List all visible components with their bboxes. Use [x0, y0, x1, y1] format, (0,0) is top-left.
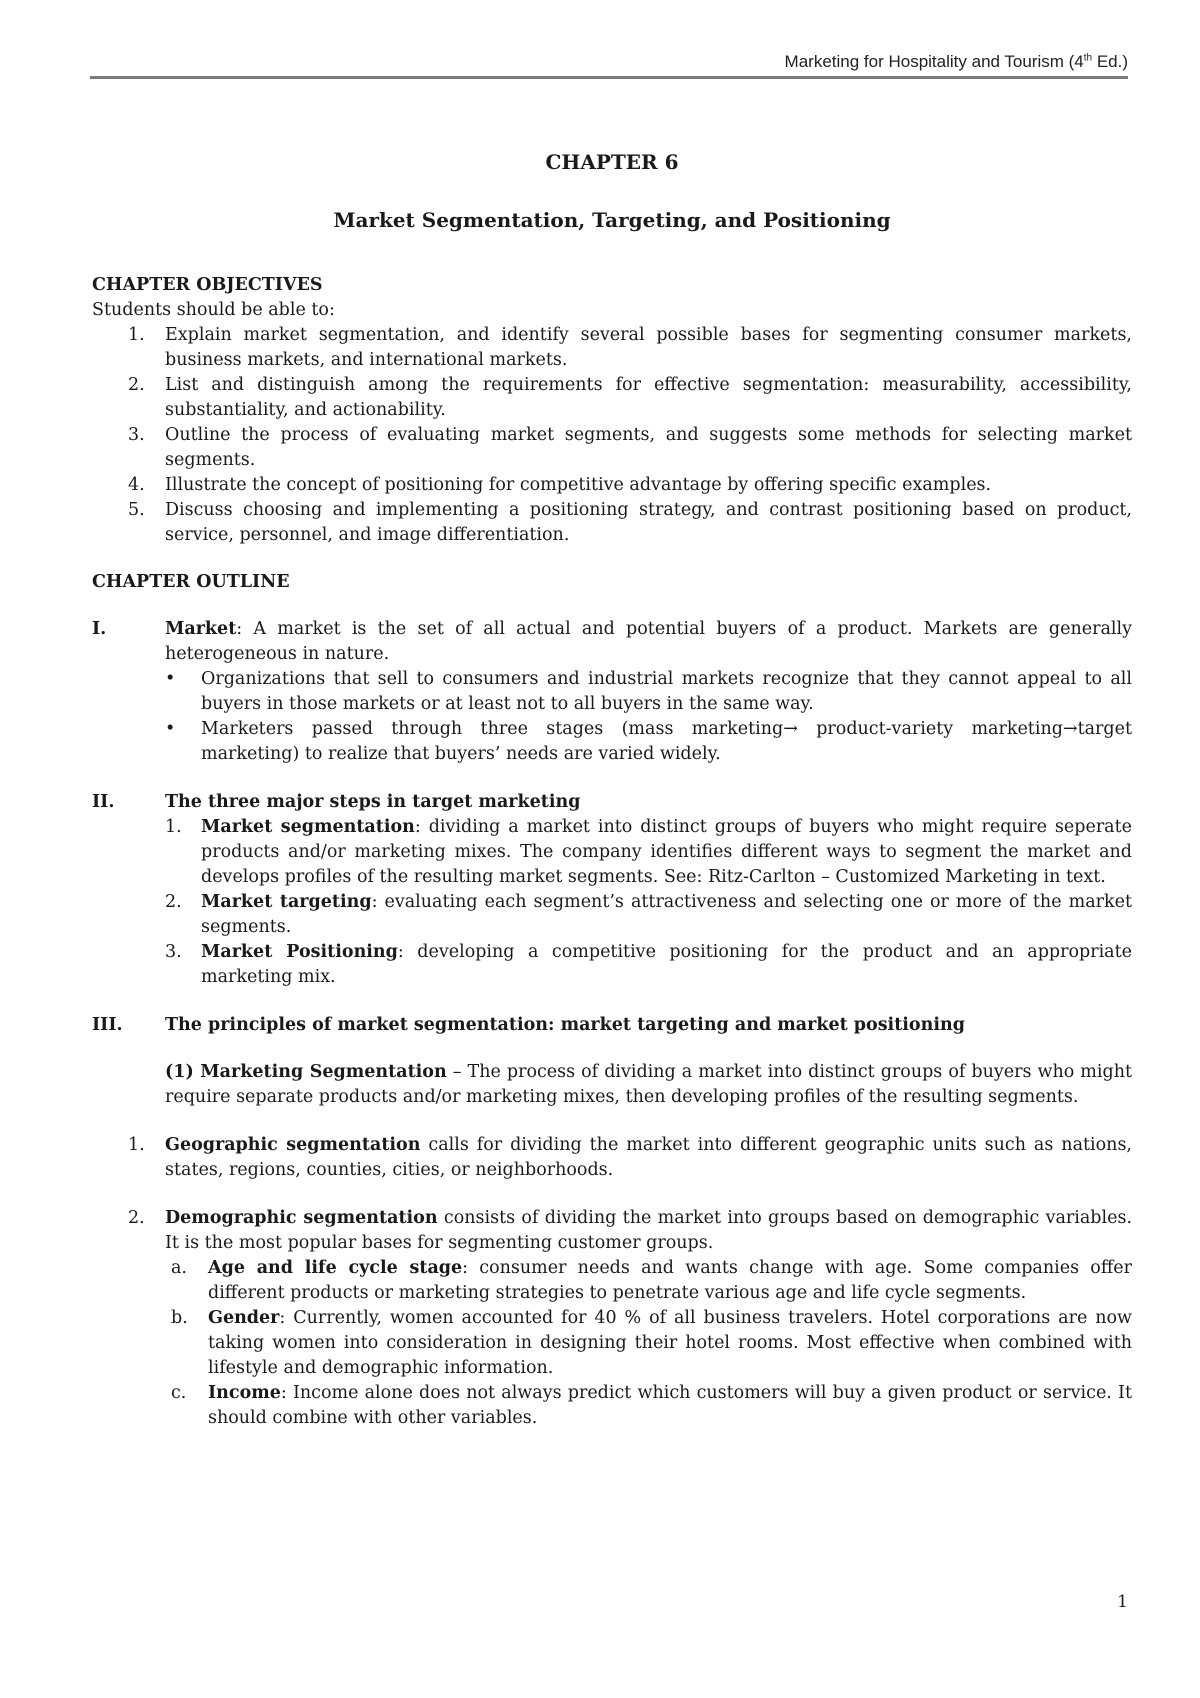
header-rule	[90, 76, 1128, 79]
step-number: 3.	[165, 942, 182, 962]
bullet-icon: •	[165, 669, 176, 689]
step-term: Market targeting	[201, 892, 372, 912]
subitem-letter: a.	[171, 1258, 187, 1278]
chapter-title: CHAPTER 6	[545, 150, 679, 174]
subitem-text: : Currently, women accounted for 40 % of all business travelers. Hotel corporations are now taking women into consideration in designing their hotel rooms. Most effective when combined with lifestyle and demographic information.	[208, 1308, 1132, 1378]
objective-number: 1.	[128, 325, 145, 345]
section-numeral: II.	[92, 792, 115, 812]
segmentation-number: 1.	[128, 1135, 145, 1155]
objective-item	[92, 498, 1132, 548]
objective-text: Illustrate the concept of positioning for competitive advantage by offering specific examples.	[165, 475, 992, 495]
objective-text: List and distinguish among the requirements for effective segmentation: measurability, accessibility, substantiality, and actionability.	[165, 375, 1132, 420]
objective-number: 5.	[128, 500, 145, 520]
header-superscript: th	[1083, 52, 1093, 64]
section-1-text	[165, 617, 1132, 667]
segmentation-description: calls for dividing the market into different geographic units such as nations, states, regions, counties, cities, or neighborhoods.	[165, 1135, 1132, 1180]
subitem-term: Age and life cycle stage	[208, 1258, 463, 1278]
step-text: : evaluating each segment’s attractiveness and selecting one or more of the market segments.	[201, 892, 1132, 937]
section-3-heading: The principles of market segmentation: market targeting and market positioning	[165, 1015, 965, 1035]
segmentation-definition	[165, 1060, 1132, 1110]
segmentation-list	[92, 1133, 1132, 1431]
objectives-heading: CHAPTER OBJECTIVES	[92, 275, 323, 295]
step-text: : dividing a market into distinct groups of buyers who might require seperate products and/or marketing mixes. The company identifies different ways to segment the market and develops profiles of the resulting market segments. See: Ritz-Carlton – Customized Marketing in text.	[201, 817, 1133, 887]
objective-item	[92, 373, 1132, 423]
bullet-item	[165, 717, 1132, 767]
objective-number: 4.	[128, 475, 145, 495]
objective-text: Discuss choosing and implementing a positioning strategy, and contrast positioning based on product, service, personnel, and image differentiation.	[165, 500, 1132, 545]
objective-number: 2.	[128, 375, 145, 395]
step-item	[165, 940, 1132, 990]
chapter-subtitle: Market Segmentation, Targeting, and Positioning	[333, 208, 891, 232]
objective-item	[92, 473, 1132, 498]
objective-item	[92, 323, 1132, 373]
section-numeral: I.	[92, 619, 107, 639]
page-content	[92, 150, 1132, 1431]
target-steps-list	[165, 815, 1132, 990]
outline-section-2	[92, 790, 1132, 990]
header-text-main: Marketing for Hospitality and Tourism (4	[784, 52, 1084, 71]
segmentation-text: – The process of dividing a market into distinct groups of buyers who might require separate products and/or marketing mixes, then developing profiles of the resulting segments.	[165, 1062, 1132, 1107]
step-item	[165, 815, 1132, 890]
objectives-intro: Students should be able to:	[92, 300, 335, 320]
bullet-icon: •	[165, 719, 176, 739]
objectives-list	[92, 323, 1132, 548]
step-item	[165, 890, 1132, 940]
market-term: Market	[165, 619, 237, 639]
step-text: : developing a competitive positioning for the product and an appropriate marketing mix.	[201, 942, 1133, 987]
subitem-text: : consumer needs and wants change with age. Some companies offer different products or marketing strategies to penetrate various age and life cycle segments.	[208, 1258, 1132, 1303]
subitem-letter: c.	[171, 1383, 187, 1403]
market-definition: : A market is the set of all actual and potential buyers of a product. Markets are generally heterogeneous in nature.	[165, 619, 1132, 664]
subitem-term: Income	[208, 1383, 281, 1403]
demographic-subitem	[165, 1306, 1132, 1381]
segmentation-term: (1) Marketing Segmentation	[165, 1062, 447, 1082]
outline-section-3	[92, 1013, 1132, 1110]
demographic-subitems	[165, 1256, 1132, 1431]
header-text-end: Ed.)	[1092, 52, 1128, 71]
outline-heading: CHAPTER OUTLINE	[92, 572, 290, 592]
objective-number: 3.	[128, 425, 145, 445]
subitem-term: Gender	[208, 1308, 280, 1328]
section-numeral: III.	[92, 1015, 123, 1035]
demographic-subitem	[165, 1256, 1132, 1306]
objective-text: Explain market segmentation, and identify several possible bases for segmenting consumer markets, business markets, and international markets.	[165, 325, 1132, 370]
subitem-letter: b.	[171, 1308, 188, 1328]
segmentation-item-demographic	[92, 1206, 1132, 1431]
segmentation-type: Geographic segmentation	[165, 1135, 421, 1155]
section-1-bullets	[165, 667, 1132, 767]
step-term: Market Positioning	[201, 942, 398, 962]
step-number: 1.	[165, 817, 182, 837]
segmentation-number: 2.	[128, 1208, 145, 1228]
section-2-heading: The three major steps in target marketing	[165, 792, 581, 812]
bullet-item	[165, 667, 1132, 717]
bullet-text: Organizations that sell to consumers and industrial markets recognize that they cannot appeal to all buyers in those markets or at least not to all buyers in the same way.	[201, 669, 1132, 714]
segmentation-type: Demographic segmentation	[165, 1208, 438, 1228]
objective-item	[92, 423, 1132, 473]
step-number: 2.	[165, 892, 182, 912]
step-term: Market segmentation	[201, 817, 415, 837]
page-number: 1	[1117, 1592, 1128, 1612]
running-header	[785, 52, 1128, 72]
bullet-text: Marketers passed through three stages (mass marketing→ product-variety marketing→target marketing) to realize that buyers’ needs are varied widely.	[201, 719, 1132, 764]
subitem-text: : Income alone does not always predict which customers will buy a given product or service. It should combine with other variables.	[208, 1383, 1132, 1428]
outline-section-1	[92, 617, 1132, 767]
segmentation-description: consists of dividing the market into groups based on demographic variables. It is the most popular bases for segmenting customer groups.	[165, 1208, 1133, 1253]
objective-text: Outline the process of evaluating market segments, and suggests some methods for selecting market segments.	[165, 425, 1132, 470]
demographic-subitem	[165, 1381, 1132, 1431]
segmentation-item-geographic	[92, 1133, 1132, 1183]
